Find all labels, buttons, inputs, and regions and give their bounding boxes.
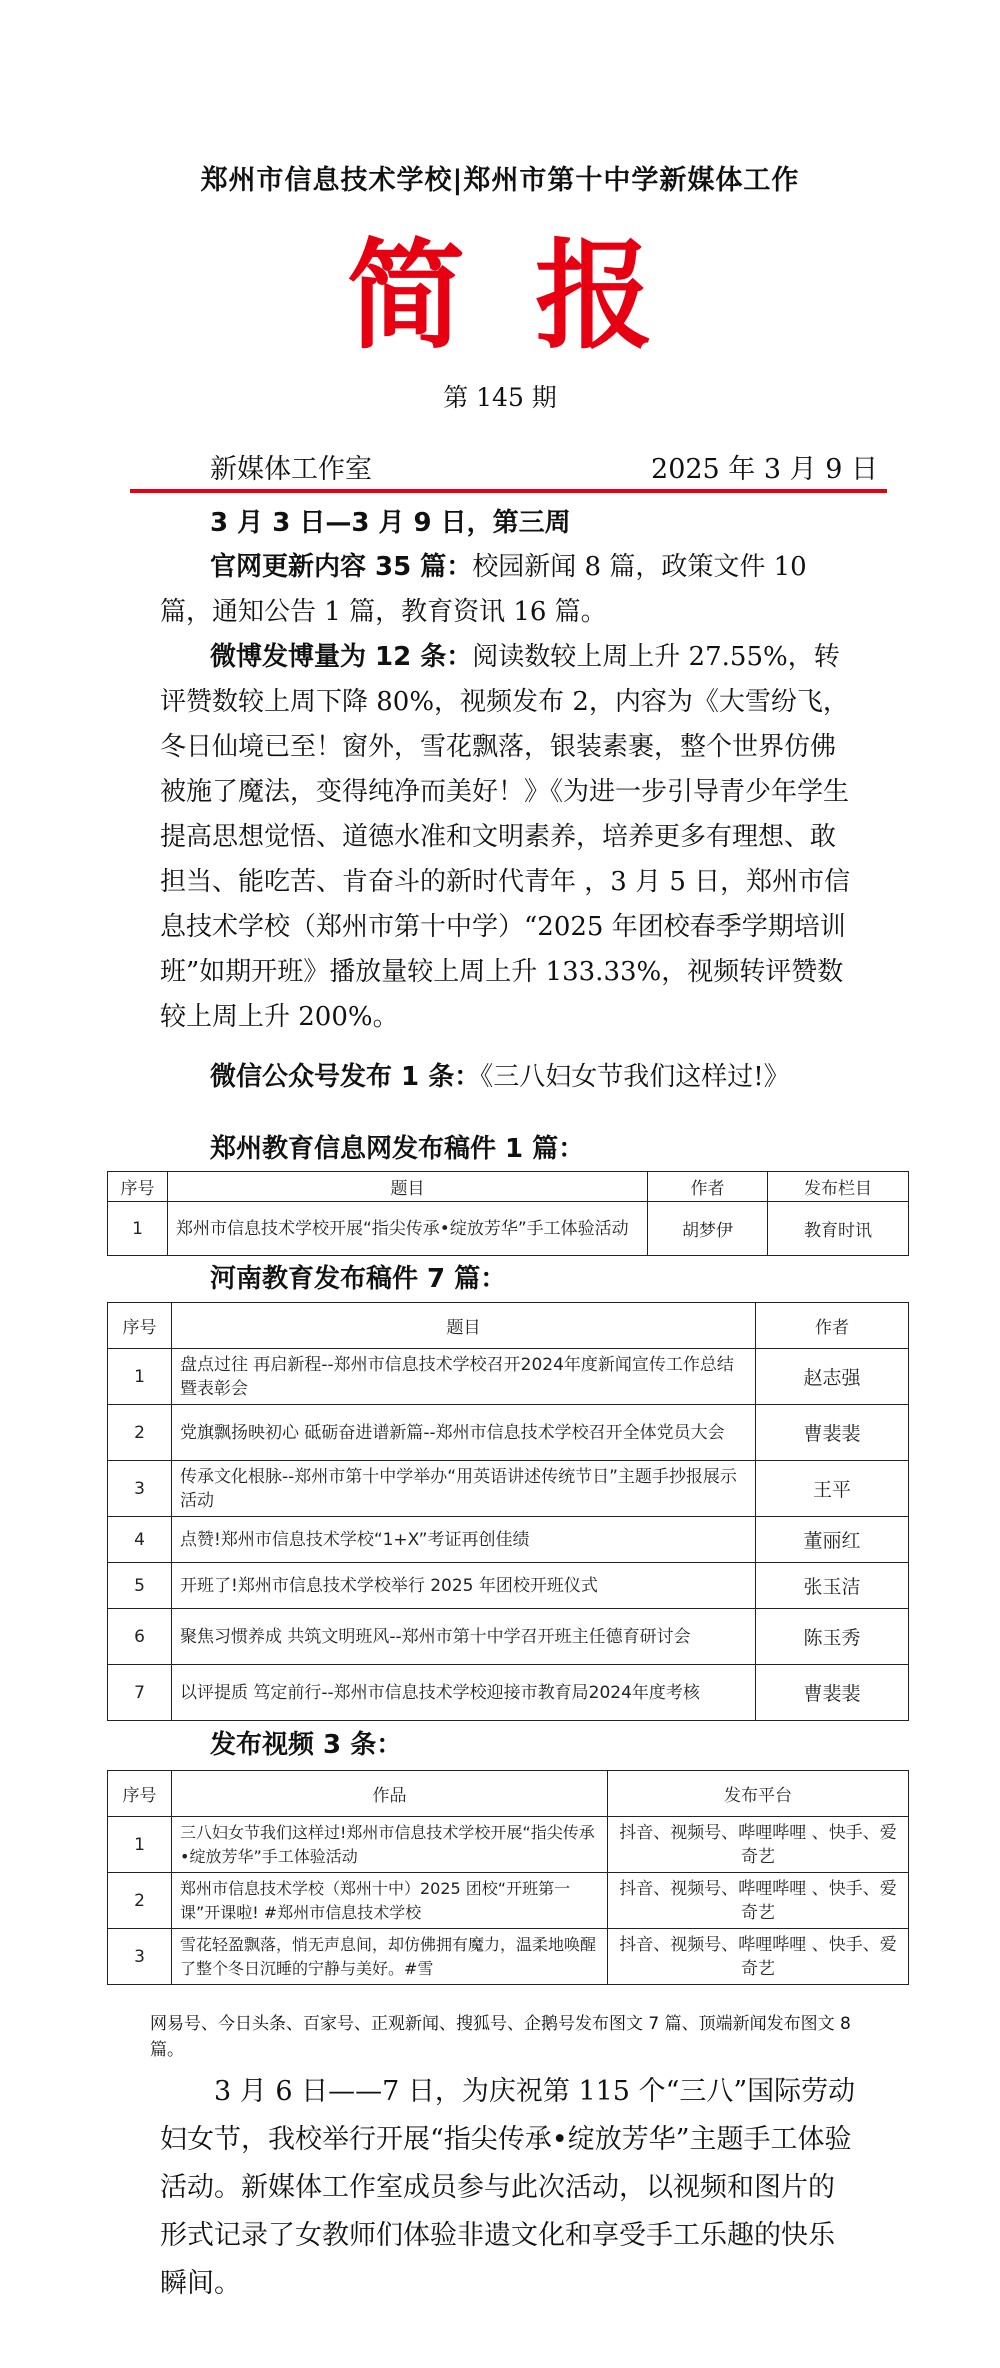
office-name: 新媒体工作室 [210, 454, 372, 485]
table-row [108, 1817, 909, 1873]
col-column: 发布栏目 [768, 1172, 909, 1202]
wechat-label: 微信公众号发布 1 条： [210, 1062, 481, 1092]
row-author: 张玉洁 [756, 1563, 909, 1609]
row-author: 胡梦伊 [648, 1202, 768, 1256]
zz-edu-heading: 郑州教育信息网发布稿件 1 篇： [210, 1134, 585, 1164]
table-header-row [108, 1771, 909, 1817]
videos-heading: 发布视频 3 条： [210, 1730, 403, 1760]
row-title: 郑州市信息技术学校开展“指尖传承•绽放芳华”手工体验活动 [168, 1202, 648, 1256]
row-no: 5 [108, 1563, 172, 1609]
website-label: 官网更新内容 35 篇： [210, 552, 473, 582]
row-author: 王平 [756, 1461, 909, 1517]
website-summary [160, 545, 860, 635]
org-title: 郑州市信息技术学校|郑州市第十中学新媒体工作 [200, 165, 800, 196]
row-author: 赵志强 [756, 1349, 909, 1405]
table-row [108, 1929, 909, 1985]
table-row [108, 1349, 909, 1405]
week-range: 3 月 3 日—3 月 9 日，第三周 [210, 508, 571, 538]
row-no: 2 [108, 1405, 172, 1461]
videos-table [107, 1770, 909, 1985]
henan-edu-table [107, 1302, 909, 1721]
table-row [108, 1873, 909, 1929]
row-platform: 抖音、视频号、哔哩哔哩 、快手、爱奇艺 [608, 1929, 909, 1985]
row-no: 6 [108, 1609, 172, 1665]
table-row [108, 1405, 909, 1461]
issue-number: 第 145 期 [443, 383, 557, 412]
col-title: 题目 [168, 1172, 648, 1202]
row-no: 3 [108, 1461, 172, 1517]
row-platform: 抖音、视频号、哔哩哔哩 、快手、爱奇艺 [608, 1873, 909, 1929]
row-title: 党旗飘扬映初心 砥砺奋进谱新篇--郑州市信息技术学校召开全体党员大会 [172, 1405, 756, 1461]
col-no: 序号 [108, 1771, 172, 1817]
wechat-summary [160, 1055, 860, 1100]
platform-note: 网易号、今日头条、百家号、正观新闻、搜狐号、企鹅号发布图文 7 篇、顶端新闻发布图文 8 篇。 [150, 2014, 851, 2060]
table-row [108, 1563, 909, 1609]
table-header-row [108, 1303, 909, 1349]
zz-edu-table [107, 1171, 909, 1256]
row-author: 陈玉秀 [756, 1609, 909, 1665]
row-no: 2 [108, 1873, 172, 1929]
row-title: 盘点过往 再启新程--郑州市信息技术学校召开2024年度新闻宣传工作总结暨表彰会 [172, 1349, 756, 1405]
table-row [108, 1461, 909, 1517]
row-title: 雪花轻盈飘落，悄无声息间，却仿佛拥有魔力，温柔地唤醒了整个冬日沉睡的宁静与美好。#雪 [172, 1929, 608, 1985]
weibo-summary [160, 635, 860, 1040]
row-title: 郑州市信息技术学校（郑州十中）2025 团校“开班第一课”开课啦! #郑州市信息技术学校 [172, 1873, 608, 1929]
event-paragraph: 3 月 6 日——7 日，为庆祝第 115 个“三八”国际劳动妇女节，我校举行开展“指尖传承•绽放芳华”主题手工体验活动。新媒体工作室成员参与此次活动，以视频和图片的形式记录了女教师们体验非遗文化和享受手工乐趣的快乐瞬间。 [160, 2076, 856, 2299]
row-title: 三八妇女节我们这样过!郑州市信息技术学校开展“指尖传承•绽放芳华”手工体验活动 [172, 1817, 608, 1873]
weibo-text: 阅读数较上周上升 27.55%，转评赞数较上周下降 80%，视频发布 2，内容为《大雪纷飞，冬日仙境已至！窗外，雪花飘落，银装素裹，整个世界仿佛被施了魔法，变得纯净而美好！》《为进一步引导青少年学生提高思想觉悟、道德水准和文明素养，培养更多有理想、敢担当、能吃苦、肯奋斗的新时代青年 ，3 月 5 日，郑州市信息技术学校（郑州市第十中学）“2025 年团校春季学期培训班”如期开班》播放量较上周上升 133.33%，视频转评赞数较上周上升 200%。 [160, 642, 851, 1032]
row-title: 点赞!郑州市信息技术学校“1+X”考证再创佳绩 [172, 1517, 756, 1563]
col-platform: 发布平台 [608, 1771, 909, 1817]
row-no: 1 [108, 1817, 172, 1873]
row-author: 曹裴裴 [756, 1665, 909, 1721]
row-title: 以评提质 笃定前行--郑州市信息技术学校迎接市教育局2024年度考核 [172, 1665, 756, 1721]
newsletter-title: 简报 [346, 227, 723, 365]
row-no: 1 [108, 1202, 168, 1256]
website-text: 校园新闻 8 篇，政策文件 10 篇，通知公告 1 篇，教育资讯 16 篇。 [160, 552, 807, 627]
issue-date: 2025 年 3 月 9 日 [651, 454, 878, 485]
wechat-text: 《三八妇女节我们这样过!》 [480, 1062, 790, 1092]
row-no: 3 [108, 1929, 172, 1985]
col-title: 作品 [172, 1771, 608, 1817]
henan-edu-heading: 河南教育发布稿件 7 篇： [210, 1264, 507, 1294]
table-row [108, 1202, 909, 1256]
row-column: 教育时讯 [768, 1202, 909, 1256]
row-platform: 抖音、视频号、哔哩哔哩 、快手、爱奇艺 [608, 1817, 909, 1873]
row-author: 曹裴裴 [756, 1405, 909, 1461]
table-row [108, 1517, 909, 1563]
row-title: 开班了!郑州市信息技术学校举行 2025 年团校开班仪式 [172, 1563, 756, 1609]
weibo-label: 微博发博量为 12 条： [210, 642, 473, 672]
row-author: 董丽红 [756, 1517, 909, 1563]
row-no: 7 [108, 1665, 172, 1721]
table-row [108, 1609, 909, 1665]
col-no: 序号 [108, 1303, 172, 1349]
col-author: 作者 [756, 1303, 909, 1349]
row-title: 聚焦习惯养成 共筑文明班风--郑州市第十中学召开班主任德育研讨会 [172, 1609, 756, 1665]
row-no: 1 [108, 1349, 172, 1405]
red-divider [130, 489, 887, 493]
table-row [108, 1665, 909, 1721]
table-header-row [108, 1172, 909, 1202]
row-title: 传承文化根脉--郑州市第十中学举办“用英语讲述传统节日”主题手抄报展示活动 [172, 1461, 756, 1517]
col-title: 题目 [172, 1303, 756, 1349]
col-no: 序号 [108, 1172, 168, 1202]
col-author: 作者 [648, 1172, 768, 1202]
row-no: 4 [108, 1517, 172, 1563]
